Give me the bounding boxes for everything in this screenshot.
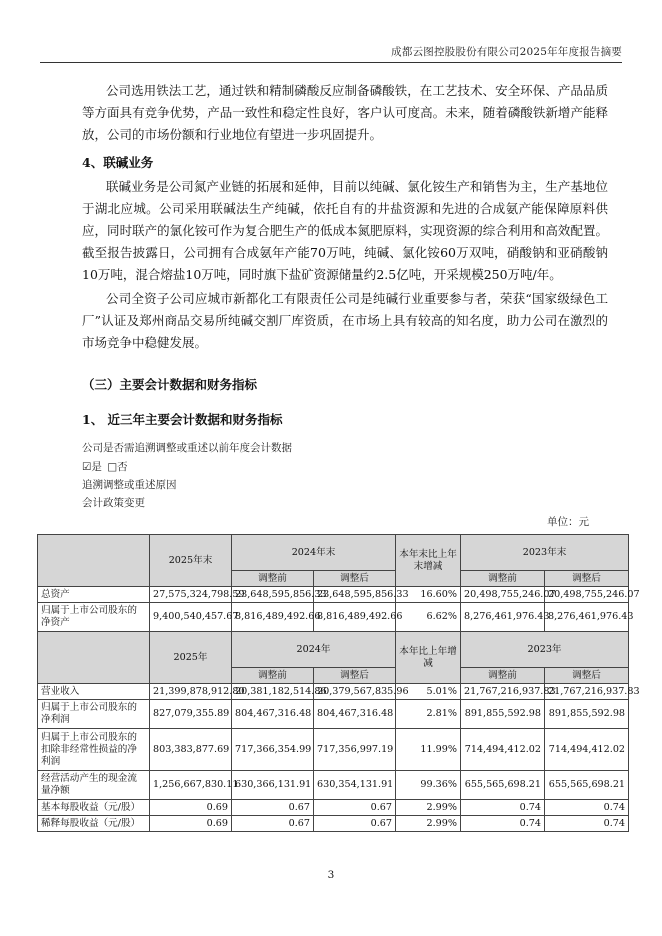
cell-2025: 1,256,667,830.11: [150, 771, 232, 800]
page-header: 成都云图控股股份有限公司2025年年度报告摘要: [391, 46, 622, 58]
table2-col-2024: 2024年: [232, 632, 396, 668]
cell-2024-after: 717,356,997.19: [314, 729, 396, 771]
table1-col-change: 本年末比上年末增减: [396, 535, 461, 587]
cell-2025: 827,079,355.89: [150, 700, 232, 729]
paragraph-alkali-1: 联碱业务是公司氮产业链的拓展和延伸，目前以纯碱、氯化铵生产和销售为主，生产基地位于湖北应城。公司采用联碱法生产纯碱，依托自有的井盐资源和先进的合成氨产能保障原料供应，同时联产的氯化铵可作为复合肥生产的低成本氮肥原料，实现资源的综合利用和高效配置。截至报告披露日，公司拥有合成氨年产能70万吨，纯碱、氯化铵60万双吨，硝酸钠和亚硝酸钠10万吨，混合熔盐10万吨，同时旗下盐矿资源储量约2.5亿吨，开采规模250万吨/年。: [82, 179, 608, 282]
table-row: [38, 700, 629, 729]
table2-corner-cell: [38, 632, 150, 684]
row-label: 归属于上市公司股东的净资产: [38, 603, 150, 632]
cell-change: 2.99%: [396, 800, 461, 816]
cell-2024-before: 0.67: [232, 800, 314, 816]
header-rule: [40, 62, 622, 63]
table2-col-2023: 2023年: [461, 632, 629, 668]
cell-2025: 0.69: [150, 800, 232, 816]
restatement-reason-label: 追溯调整或重述原因: [82, 479, 177, 491]
table2-2023-before: 调整前: [461, 668, 545, 684]
cell-2023-after: 891,855,592.98: [545, 700, 629, 729]
table1-corner-cell: [38, 535, 150, 587]
table-row: [38, 603, 629, 632]
cell-2025: 21,399,878,912.80: [150, 684, 232, 700]
cell-2024-before: 23,648,595,856.33: [232, 587, 314, 603]
table1-2023-before: 调整前: [461, 571, 545, 587]
table1-header-row: [38, 535, 629, 571]
cell-2024-after: 8,816,489,492.66: [314, 603, 396, 632]
cell-2025: 0.69: [150, 816, 232, 832]
cell-2024-before: 804,467,316.48: [232, 700, 314, 729]
cell-2024-after: 20,379,567,835.96: [314, 684, 396, 700]
cell-2024-after: 630,354,131.91: [314, 771, 396, 800]
cell-2024-after: 0.67: [314, 816, 396, 832]
cell-2023-before: 21,767,216,937.83: [461, 684, 545, 700]
row-label: 归属于上市公司股东的净利润: [38, 700, 150, 729]
cell-2025: 803,383,877.69: [150, 729, 232, 771]
page-number: 3: [327, 869, 335, 881]
row-label: 稀释每股收益（元/股）: [38, 816, 150, 832]
cell-change: 6.62%: [396, 603, 461, 632]
cell-2023-before: 891,855,592.98: [461, 700, 545, 729]
cell-2023-before: 8,276,461,976.43: [461, 603, 545, 632]
cell-2023-before: 0.74: [461, 800, 545, 816]
row-label: 归属于上市公司股东的扣除非经常性损益的净利润: [38, 729, 150, 771]
no-checkbox: □否: [107, 461, 128, 473]
cell-2024-after: 804,467,316.48: [314, 700, 396, 729]
cell-change: 2.81%: [396, 700, 461, 729]
heading-alkali-business: 4、联碱业务: [82, 155, 154, 170]
table1-col-2025: 2025年末: [150, 535, 232, 587]
cell-2023-after: 0.74: [545, 800, 629, 816]
cell-2023-before: 0.74: [461, 816, 545, 832]
cell-2023-before: 20,498,755,246.07: [461, 587, 545, 603]
yes-checkbox: ☑是: [82, 461, 102, 473]
table2-header-row: [38, 632, 629, 668]
cell-2023-before: 655,565,698.21: [461, 771, 545, 800]
cell-2024-before: 717,366,354.99: [232, 729, 314, 771]
restatement-choice: [82, 459, 128, 474]
row-label: 营业收入: [38, 684, 150, 700]
row-label: 总资产: [38, 587, 150, 603]
table-row: [38, 684, 629, 700]
cell-change: 11.99%: [396, 729, 461, 771]
row-label: 经营活动产生的现金流量净额: [38, 771, 150, 800]
cell-2023-before: 714,494,412.02: [461, 729, 545, 771]
cell-2024-before: 0.67: [232, 816, 314, 832]
cell-2024-before: 8,816,489,492.66: [232, 603, 314, 632]
cell-2023-after: 714,494,412.02: [545, 729, 629, 771]
cell-change: 2.99%: [396, 816, 461, 832]
table1-2024-after: 调整后: [314, 571, 396, 587]
section-heading: （三）主要会计数据和财务指标: [82, 377, 258, 392]
table1-2024-before: 调整前: [232, 571, 314, 587]
cell-change: 5.01%: [396, 684, 461, 700]
table2-col-2025: 2025年: [150, 632, 232, 684]
cell-change: 16.60%: [396, 587, 461, 603]
cell-2023-after: 0.74: [545, 816, 629, 832]
cell-2023-after: 655,565,698.21: [545, 771, 629, 800]
table2-col-change: 本年比上年增减: [396, 632, 461, 684]
financial-data-table: [37, 534, 640, 832]
paragraph-alkali-2: 公司全资子公司应城市新都化工有限责任公司是纯碱行业重要参与者，荣获“国家级绿色工厂”认证及郑州商品交易所纯碱交割厂库资质，在市场上具有较高的知名度，助力公司在激烈的市场竞争中稳健发展。: [82, 291, 608, 350]
table1-col-2023: 2023年末: [461, 535, 629, 571]
cell-2024-after: 23,648,595,856.33: [314, 587, 396, 603]
row-label: 基本每股收益（元/股）: [38, 800, 150, 816]
table-row: [38, 816, 629, 832]
restatement-question: 公司是否需追溯调整或重述以前年度会计数据: [82, 442, 292, 454]
cell-change: 99.36%: [396, 771, 461, 800]
cell-2023-after: 20,498,755,246.07: [545, 587, 629, 603]
paragraph-iron-phosphate: 公司选用铁法工艺，通过铁和精制磷酸反应制备磷酸铁，在工艺技术、安全环保、产品品质等方面具有竞争优势，产品一致性和稳定性良好，客户认可度高。未来，随着磷酸铁新增产能释放，公司的市场份额和行业地位有望进一步巩固提升。: [82, 83, 608, 142]
subsection-heading: 1、 近三年主要会计数据和财务指标: [82, 412, 283, 427]
table1-col-2024: 2024年末: [232, 535, 396, 571]
cell-2023-after: 8,276,461,976.43: [545, 603, 629, 632]
cell-2023-after: 21,767,216,937.83: [545, 684, 629, 700]
table-row: [38, 587, 629, 603]
table-row: [38, 800, 629, 816]
table2-2024-before: 调整前: [232, 668, 314, 684]
cell-2025: 27,575,324,798.59: [150, 587, 232, 603]
table-row: [38, 729, 629, 771]
cell-2024-before: 20,381,182,514.86: [232, 684, 314, 700]
cell-2024-after: 0.67: [314, 800, 396, 816]
cell-2025: 9,400,540,457.67: [150, 603, 232, 632]
table2-2023-after: 调整后: [545, 668, 629, 684]
table1-2023-after: 调整后: [545, 571, 629, 587]
restatement-reason-value: 会计政策变更: [82, 497, 145, 509]
table2-2024-after: 调整后: [314, 668, 396, 684]
table-row: [38, 771, 629, 800]
unit-label: 单位：元: [547, 516, 589, 528]
cell-2024-before: 630,366,131.91: [232, 771, 314, 800]
